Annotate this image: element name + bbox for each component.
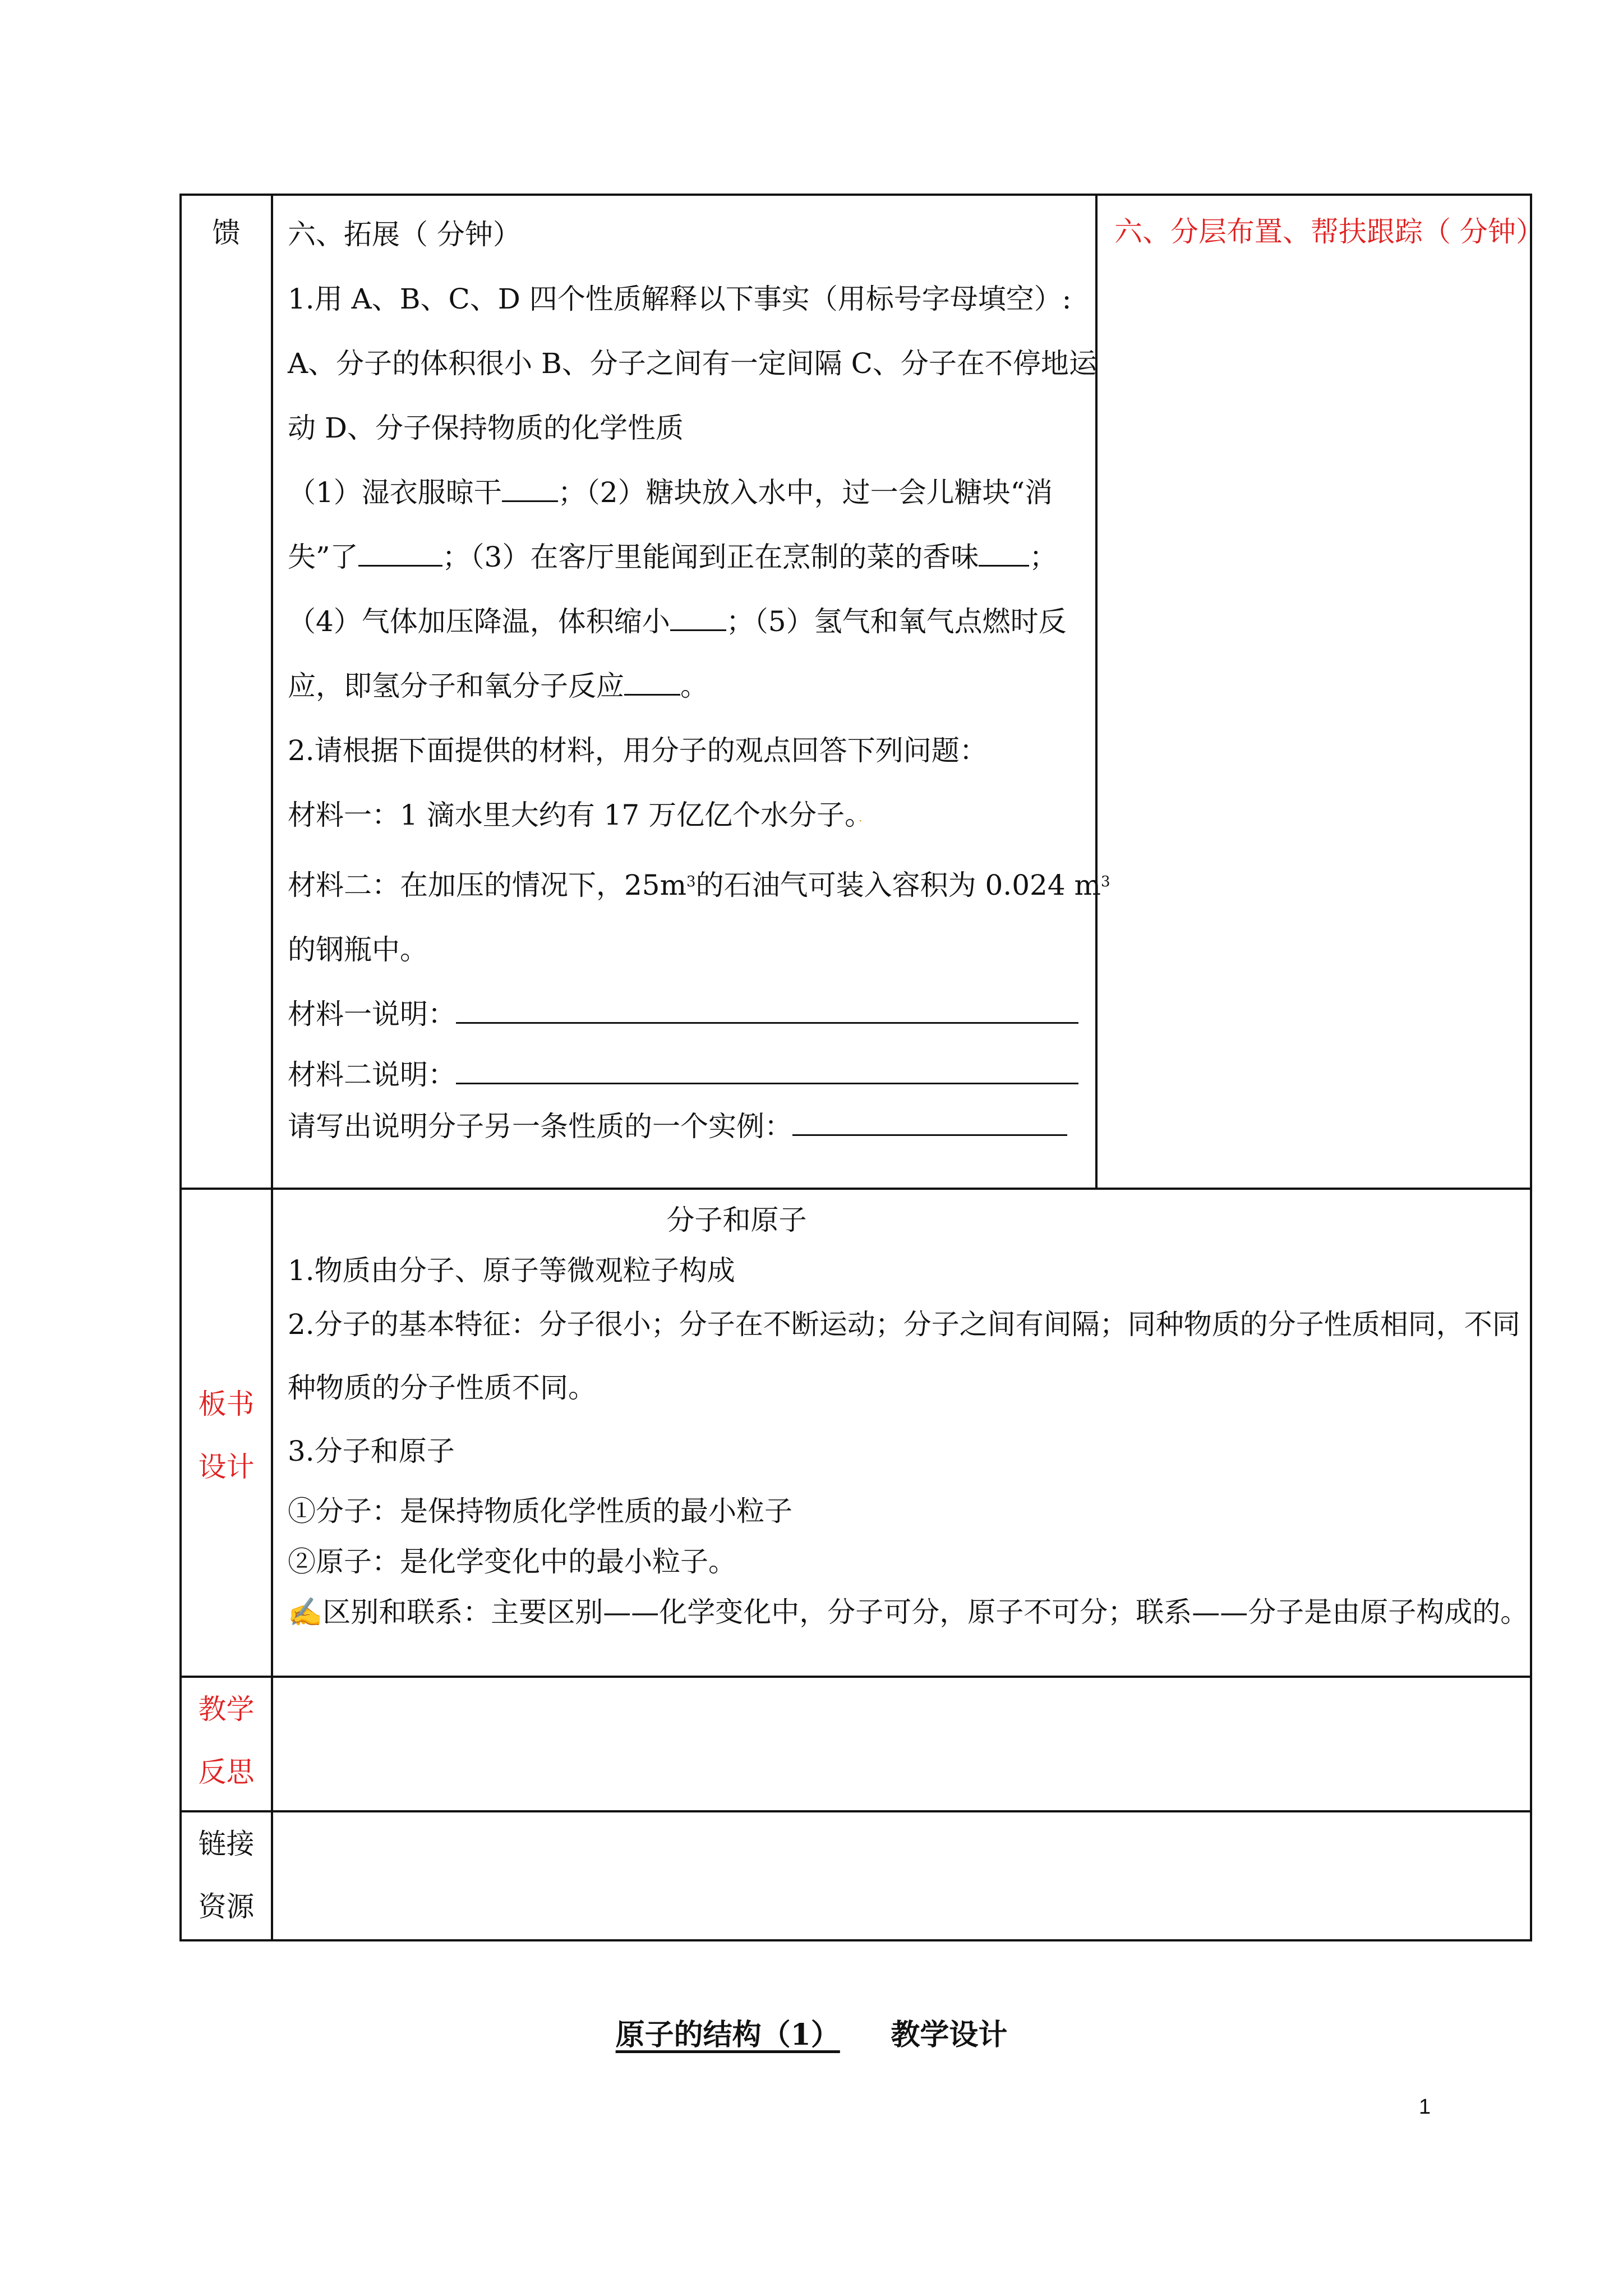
page-number: 1 bbox=[1419, 2095, 1431, 2119]
board-content-cell bbox=[272, 1189, 1531, 1677]
resources-content-cell[interactable] bbox=[272, 1811, 1531, 1940]
row-label-cell bbox=[181, 1189, 272, 1677]
explain-1: 材料一说明： bbox=[288, 982, 1087, 1047]
question-1-item-line4: 应，即氢分子和氧分子反应 。 bbox=[288, 670, 708, 702]
question-1-item-line2: 失”了 ；（3）在客厅里能闻到正在烹制的菜的香味 ； bbox=[288, 541, 1058, 573]
question-2-intro: 2.请根据下面提供的材料，用分子的观点回答下列问题： bbox=[288, 734, 988, 767]
extension-content-cell bbox=[272, 195, 1110, 1189]
row-label-cell bbox=[181, 195, 272, 1189]
material-2-line1: 材料二：在加压的情况下，$25m^3$的石油气可装入容积为 0.024 $m^3$ bbox=[288, 869, 1110, 901]
material-2-line2: 的钢瓶中。 bbox=[288, 933, 428, 966]
next-lesson-title: 原子的结构（1） 教学设计 bbox=[615, 2018, 1008, 2052]
board-title: 分子和原子 bbox=[666, 1204, 807, 1236]
row-label-feedback: 馈 bbox=[212, 217, 241, 249]
row-board-design bbox=[181, 1189, 1531, 1677]
row-label-cell bbox=[181, 1677, 272, 1811]
side-note: 六、分层布置、帮扶跟踪（ 分钟） bbox=[1114, 215, 1544, 248]
row-feedback bbox=[181, 195, 1531, 1189]
question-1-intro: 1.用 A、B、C、D 四个性质解释以下事实（用标号字母填空）: bbox=[288, 283, 1072, 315]
example-prompt: 请写出说明分子另一条性质的一个实例： bbox=[288, 1103, 1087, 1151]
answer-blank-2[interactable] bbox=[358, 542, 442, 567]
question-1-options-line2: 动 D、分子保持物质的化学性质 bbox=[288, 412, 684, 444]
answer-line-explain-2[interactable] bbox=[456, 1060, 1078, 1084]
question-1-item-line1: （1）湿衣服晾干 ；（2）糖块放入水中，过一会儿糖块“消 bbox=[288, 476, 1053, 509]
reflection-content-cell[interactable] bbox=[272, 1677, 1531, 1811]
board-line-5: ②原子：是化学变化中的最小粒子。 bbox=[288, 1545, 736, 1578]
answer-line-example[interactable] bbox=[792, 1112, 1067, 1136]
side-note-cell bbox=[1096, 195, 1544, 1189]
row-resources bbox=[181, 1811, 1531, 1940]
answer-blank-5[interactable] bbox=[624, 671, 680, 696]
explain-2: 材料二说明： bbox=[288, 1047, 1087, 1103]
lesson-plan-table bbox=[179, 194, 1544, 1941]
material-1: 材料一：1 滴水里大约有 17 万亿亿个水分子。· bbox=[288, 799, 863, 831]
row-label-cell bbox=[181, 1811, 272, 1940]
board-line-6: ✍区别和联系：主要区别——化学变化中，分子可分，原子不可分；联系——分子是由原子构成的。 bbox=[288, 1596, 1529, 1628]
row-label-board-design: 板书 设计 bbox=[198, 1388, 255, 1483]
answer-line-explain-1[interactable] bbox=[456, 1000, 1078, 1024]
question-1-options-line1: A、分子的体积很小 B、分子之间有一定间隔 C、分子在不停地运 bbox=[288, 347, 1097, 380]
board-line-1: 1.物质由分子、原子等微观粒子构成 bbox=[288, 1254, 735, 1287]
question-1-item-line3: （4）气体加压降温，体积缩小 ；（5）氢气和氧气点燃时反 bbox=[288, 605, 1067, 638]
row-reflection bbox=[181, 1677, 1531, 1811]
row-label-resources: 链接 资源 bbox=[198, 1828, 255, 1923]
answer-blank-3[interactable] bbox=[979, 542, 1029, 567]
board-line-4: ①分子：是保持物质化学性质的最小粒子 bbox=[288, 1495, 792, 1527]
board-line-3: 3.分子和原子 bbox=[288, 1435, 455, 1467]
stray-mark: · bbox=[859, 814, 863, 827]
board-line-2: 2.分子的基本特征：分子很小；分子在不断运动；分子之间有间隔；同种物质的分子性质相同，不同种物质的分子性质不同。 bbox=[288, 1308, 1520, 1404]
row-label-reflection: 教学 反思 bbox=[198, 1693, 255, 1788]
answer-blank-1[interactable] bbox=[502, 478, 558, 502]
section-title: 六、拓展（ 分钟） bbox=[288, 218, 521, 251]
answer-blank-4[interactable] bbox=[670, 607, 726, 631]
